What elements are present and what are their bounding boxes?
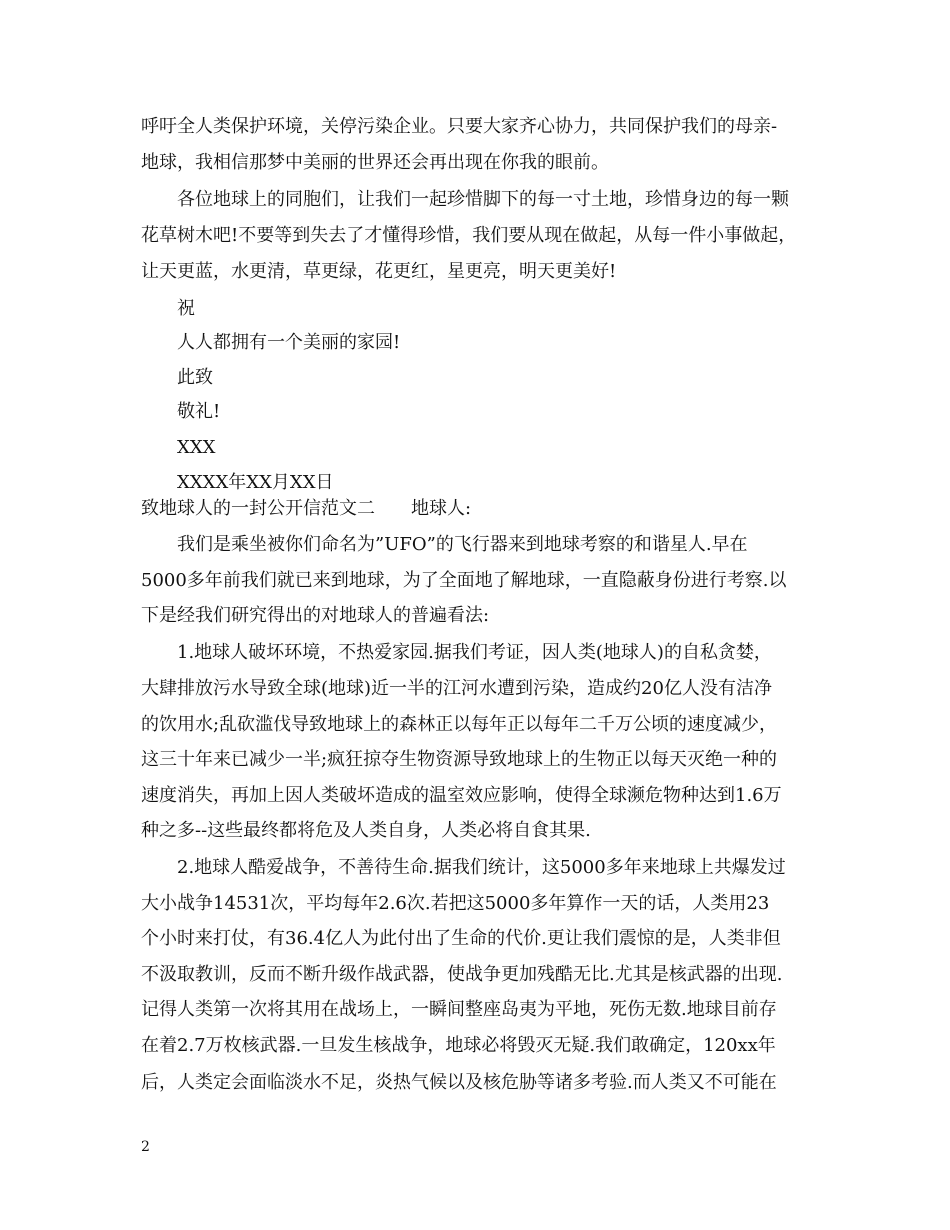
text-line: 个小时来打仗，有36.4亿人为此付出了生命的代价.更让我们震惊的是，人类非但 <box>141 928 781 949</box>
text-line: 2.地球人酷爱战争，不善待生命.据我们统计，这5000多年来地球上共爆发过 <box>177 857 786 878</box>
text-line: 不汲取教训，反而不断升级作战武器，使战争更加残酷无比.尤其是核武器的出现. <box>141 964 783 985</box>
text-line: 后，人类定会面临淡水不足，炎热气候以及核危胁等诸多考验.而人类又不可能在 <box>141 1072 777 1093</box>
text-line: 地球，我相信那梦中美丽的世界还会再出现在你我的眼前。 <box>141 152 609 173</box>
text-line: 速度消失，再加上因人类破坏造成的温室效应影响，使得全球濒危物种达到1.6万 <box>141 785 782 806</box>
text-line: 在着2.7万枚核武器.一旦发生核战争，地球必将毁灭无疑.我们敢确定，120xx年 <box>141 1035 776 1056</box>
text-line: 呼吁全人类保护环境，关停污染企业。只要大家齐心协力，共同保护我们的母亲- <box>141 116 778 137</box>
text-line: 大小战争14531次，平均每年2.6次.若把这5000多年算作一天的话，人类用23 <box>141 893 770 914</box>
text-line: 致地球人的一封公开信范文二 地球人: <box>141 498 472 519</box>
text-line: 下是经我们研究得出的对地球人的普遍看法: <box>141 605 490 626</box>
text-line: 种之多--这些最终都将危及人类自身，人类必将自食其果. <box>141 820 591 841</box>
text-line: 敬礼! <box>177 401 221 422</box>
text-line: 的饮用水;乱砍滥伐导致地球上的森林正以每年正以每年二千万公顷的速度减少， <box>141 714 778 735</box>
text-line: 人人都拥有一个美丽的家园! <box>177 332 401 353</box>
text-line: 各位地球上的同胞们，让我们一起珍惜脚下的每一寸土地，珍惜身边的每一颗 <box>177 189 789 210</box>
text-line: 让天更蓝，水更清，草更绿，花更红，星更亮，明天更美好! <box>141 261 617 282</box>
text-line: 记得人类第一次将其用在战场上，一瞬间整座岛夷为平地，死伤无数.地球目前存 <box>141 999 777 1020</box>
text-line: 花草树木吧!不要等到失去了才懂得珍惜，我们要从现在做起，从每一件小事做起， <box>141 225 797 246</box>
text-line: 祝 <box>177 298 195 319</box>
text-line: 这三十年来已减少一半;疯狂掠夺生物资源导致地球上的生物正以每天灭绝一种的 <box>141 749 778 770</box>
text-line: 1.地球人破坏环境，不热爱家园.据我们考证，因人类(地球人)的自私贪婪， <box>177 642 772 663</box>
page-number: 2 <box>141 1139 150 1155</box>
text-line: 大肆排放污水导致全球(地球)近一半的江河水遭到污染，造成约20亿人没有洁净 <box>141 678 772 699</box>
text-line: 此致 <box>177 367 213 388</box>
text-line: 我们是乘坐被你们命名为”UFO”的飞行器来到地球考察的和谐星人.早在 <box>177 534 748 555</box>
text-line: XXXX年XX月XX日 <box>177 472 334 493</box>
text-line: XXX <box>177 437 216 458</box>
text-line: 5000多年前我们就已来到地球，为了全面地了解地球，一直隐蔽身份进行考察.以 <box>141 570 787 591</box>
